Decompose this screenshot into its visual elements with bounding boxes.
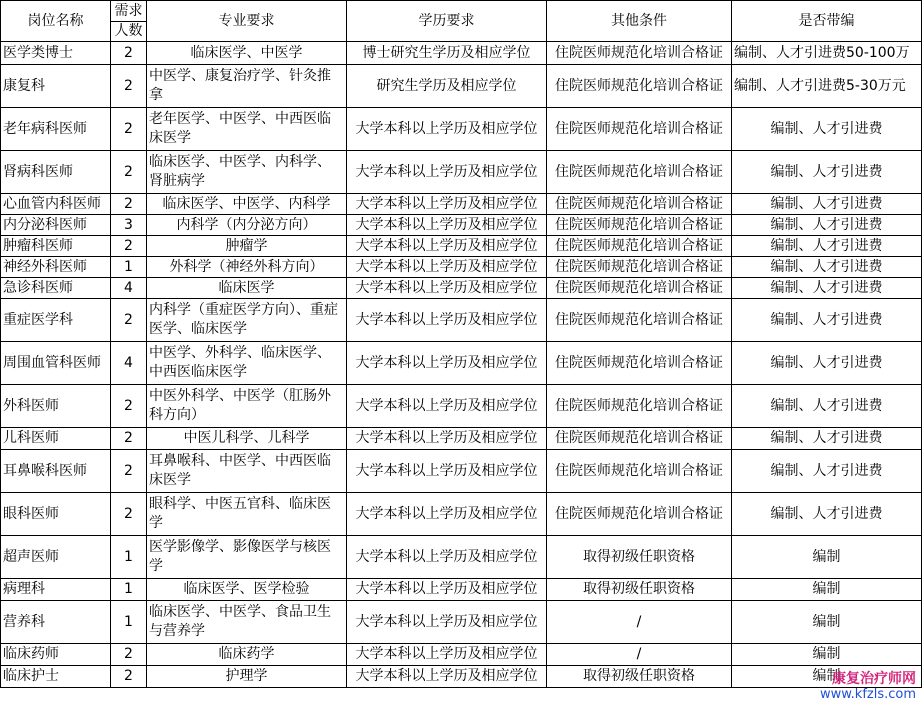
cell-count: 1 — [111, 601, 147, 644]
cell-education: 大学本科以上学历及相应学位 — [347, 236, 547, 257]
cell-major: 肿瘤学 — [147, 236, 347, 257]
cell-other: 住院医师规范化培训合格证 — [547, 236, 732, 257]
cell-major: 中医学、康复治疗学、针灸推拿 — [147, 65, 347, 108]
cell-position: 重症医学科 — [1, 299, 111, 342]
cell-quota: 编制 — [732, 601, 922, 644]
cell-other: 住院医师规范化培训合格证 — [547, 65, 732, 108]
cell-other: 住院医师规范化培训合格证 — [547, 278, 732, 299]
cell-major: 临床医学、医学检验 — [147, 579, 347, 601]
cell-education: 大学本科以上学历及相应学位 — [347, 493, 547, 536]
cell-quota: 编制、人才引进费 — [732, 236, 922, 257]
header-major: 专业要求 — [147, 1, 347, 42]
cell-count: 2 — [111, 644, 147, 666]
cell-major: 护理学 — [147, 666, 347, 688]
watermark-site-url: www.kfzls.com — [819, 687, 916, 702]
cell-major: 内科学（重症医学方向）、重症医学、临床医学 — [147, 299, 347, 342]
cell-education: 大学本科以上学历及相应学位 — [347, 385, 547, 428]
cell-education: 大学本科以上学历及相应学位 — [347, 644, 547, 666]
cell-position: 临床护士 — [1, 666, 111, 688]
header-education: 学历要求 — [347, 1, 547, 42]
cell-other: 取得初级任职资格 — [547, 536, 732, 579]
cell-quota: 编制、人才引进费 — [732, 493, 922, 536]
cell-count: 2 — [111, 385, 147, 428]
cell-count: 2 — [111, 42, 147, 65]
cell-education: 大学本科以上学历及相应学位 — [347, 342, 547, 385]
cell-other: 住院医师规范化培训合格证 — [547, 108, 732, 151]
cell-count: 2 — [111, 666, 147, 688]
cell-major: 中医外科学、中医学（肛肠外科方向） — [147, 385, 347, 428]
cell-count: 2 — [111, 65, 147, 108]
table-row — [1, 579, 922, 601]
table-row — [1, 299, 922, 342]
table-row — [1, 342, 922, 385]
cell-position: 急诊科医师 — [1, 278, 111, 299]
cell-education: 大学本科以上学历及相应学位 — [347, 450, 547, 493]
cell-quota: 编制、人才引进费 — [732, 278, 922, 299]
table-row — [1, 601, 922, 644]
cell-count: 2 — [111, 299, 147, 342]
cell-major: 医学影像学、影像医学与核医学 — [147, 536, 347, 579]
cell-quota: 编制 — [732, 666, 922, 688]
cell-position: 营养科 — [1, 601, 111, 644]
cell-major: 临床医学、中医学、食品卫生与营养学 — [147, 601, 347, 644]
table-row — [1, 215, 922, 236]
table-row — [1, 42, 922, 65]
cell-education: 大学本科以上学历及相应学位 — [347, 299, 547, 342]
cell-major: 老年医学、中医学、中西医临床医学 — [147, 108, 347, 151]
cell-education: 大学本科以上学历及相应学位 — [347, 428, 547, 450]
cell-position: 肿瘤科医师 — [1, 236, 111, 257]
cell-other: / — [547, 644, 732, 666]
cell-count: 2 — [111, 151, 147, 194]
cell-count: 4 — [111, 342, 147, 385]
cell-education: 博士研究生学历及相应学位 — [347, 42, 547, 65]
cell-count: 2 — [111, 194, 147, 215]
table-row — [1, 450, 922, 493]
table-row — [1, 493, 922, 536]
cell-count: 1 — [111, 579, 147, 601]
cell-education: 大学本科以上学历及相应学位 — [347, 536, 547, 579]
cell-position: 眼科医师 — [1, 493, 111, 536]
cell-education: 大学本科以上学历及相应学位 — [347, 108, 547, 151]
cell-count: 3 — [111, 215, 147, 236]
cell-count: 1 — [111, 257, 147, 278]
cell-quota: 编制、人才引进费5-30万元 — [732, 65, 922, 108]
header-count-line1: 需求 — [114, 2, 143, 19]
cell-position: 老年病科医师 — [1, 108, 111, 151]
cell-major: 眼科学、中医五官科、临床医学 — [147, 493, 347, 536]
cell-education: 大学本科以上学历及相应学位 — [347, 194, 547, 215]
cell-position: 肾病科医师 — [1, 151, 111, 194]
cell-other: 住院医师规范化培训合格证 — [547, 385, 732, 428]
cell-education: 大学本科以上学历及相应学位 — [347, 257, 547, 278]
cell-quota: 编制、人才引进费50-100万 — [732, 42, 922, 65]
cell-education: 大学本科以上学历及相应学位 — [347, 215, 547, 236]
cell-education: 大学本科以上学历及相应学位 — [347, 151, 547, 194]
cell-major: 临床医学、中医学、内科学、肾脏病学 — [147, 151, 347, 194]
cell-other: 住院医师规范化培训合格证 — [547, 257, 732, 278]
cell-position: 心血管内科医师 — [1, 194, 111, 215]
cell-position: 康复科 — [1, 65, 111, 108]
table-row — [1, 151, 922, 194]
cell-major: 临床药学 — [147, 644, 347, 666]
cell-other: 取得初级任职资格 — [547, 579, 732, 601]
cell-position: 临床药师 — [1, 644, 111, 666]
cell-position: 神经外科医师 — [1, 257, 111, 278]
watermark-site-name: 康复治疗师网 — [832, 671, 916, 687]
cell-position: 医学类博士 — [1, 42, 111, 65]
table-row — [1, 385, 922, 428]
cell-quota: 编制、人才引进费 — [732, 450, 922, 493]
cell-education: 研究生学历及相应学位 — [347, 65, 547, 108]
header-count-line2: 人数 — [111, 21, 146, 41]
cell-position: 超声医师 — [1, 536, 111, 579]
cell-position: 病理科 — [1, 579, 111, 601]
cell-other: 住院医师规范化培训合格证 — [547, 42, 732, 65]
cell-position: 外科医师 — [1, 385, 111, 428]
table-row — [1, 257, 922, 278]
cell-quota: 编制、人才引进费 — [732, 342, 922, 385]
header-quota: 是否带编 — [732, 1, 922, 42]
cell-count: 2 — [111, 493, 147, 536]
cell-other: 住院医师规范化培训合格证 — [547, 299, 732, 342]
table-row — [1, 666, 922, 688]
cell-education: 大学本科以上学历及相应学位 — [347, 666, 547, 688]
cell-position: 儿科医师 — [1, 428, 111, 450]
cell-education: 大学本科以上学历及相应学位 — [347, 278, 547, 299]
cell-count: 2 — [111, 236, 147, 257]
cell-quota: 编制、人才引进费 — [732, 299, 922, 342]
cell-count: 2 — [111, 450, 147, 493]
header-count — [111, 1, 147, 42]
cell-education: 大学本科以上学历及相应学位 — [347, 579, 547, 601]
cell-quota: 编制 — [732, 579, 922, 601]
cell-other: 住院医师规范化培训合格证 — [547, 450, 732, 493]
cell-other: 取得初级任职资格 — [547, 666, 732, 688]
cell-position: 周围血管科医师 — [1, 342, 111, 385]
cell-quota: 编制 — [732, 536, 922, 579]
header-other: 其他条件 — [547, 1, 732, 42]
cell-other: 住院医师规范化培训合格证 — [547, 151, 732, 194]
table-row — [1, 536, 922, 579]
cell-position: 耳鼻喉科医师 — [1, 450, 111, 493]
cell-quota: 编制 — [732, 644, 922, 666]
cell-other: / — [547, 601, 732, 644]
cell-other: 住院医师规范化培训合格证 — [547, 342, 732, 385]
cell-quota: 编制、人才引进费 — [732, 215, 922, 236]
table-row — [1, 236, 922, 257]
table-row — [1, 65, 922, 108]
cell-other: 住院医师规范化培训合格证 — [547, 194, 732, 215]
cell-quota: 编制、人才引进费 — [732, 194, 922, 215]
table-row — [1, 194, 922, 215]
cell-quota: 编制、人才引进费 — [732, 108, 922, 151]
cell-major: 中医儿科学、儿科学 — [147, 428, 347, 450]
table-row — [1, 644, 922, 666]
cell-position: 内分泌科医师 — [1, 215, 111, 236]
table-row — [1, 428, 922, 450]
cell-major: 临床医学、中医学 — [147, 42, 347, 65]
cell-major: 外科学（神经外科方向） — [147, 257, 347, 278]
cell-education: 大学本科以上学历及相应学位 — [347, 601, 547, 644]
cell-quota: 编制、人才引进费 — [732, 151, 922, 194]
cell-other: 住院医师规范化培训合格证 — [547, 215, 732, 236]
cell-major: 耳鼻喉科、中医学、中西医临床医学 — [147, 450, 347, 493]
cell-count: 1 — [111, 536, 147, 579]
table-header-row — [1, 1, 922, 42]
cell-major: 内科学（内分泌方向） — [147, 215, 347, 236]
header-position: 岗位名称 — [1, 1, 111, 42]
cell-major: 中医学、外科学、临床医学、中西医临床医学 — [147, 342, 347, 385]
cell-other: 住院医师规范化培训合格证 — [547, 428, 732, 450]
cell-quota: 编制、人才引进费 — [732, 257, 922, 278]
cell-quota: 编制、人才引进费 — [732, 385, 922, 428]
cell-quota: 编制、人才引进费 — [732, 428, 922, 450]
cell-other: 住院医师规范化培训合格证 — [547, 493, 732, 536]
cell-major: 临床医学 — [147, 278, 347, 299]
cell-major: 临床医学、中医学、内科学 — [147, 194, 347, 215]
table-row — [1, 108, 922, 151]
cell-count: 2 — [111, 108, 147, 151]
cell-count: 2 — [111, 428, 147, 450]
table-row — [1, 278, 922, 299]
cell-count: 4 — [111, 278, 147, 299]
